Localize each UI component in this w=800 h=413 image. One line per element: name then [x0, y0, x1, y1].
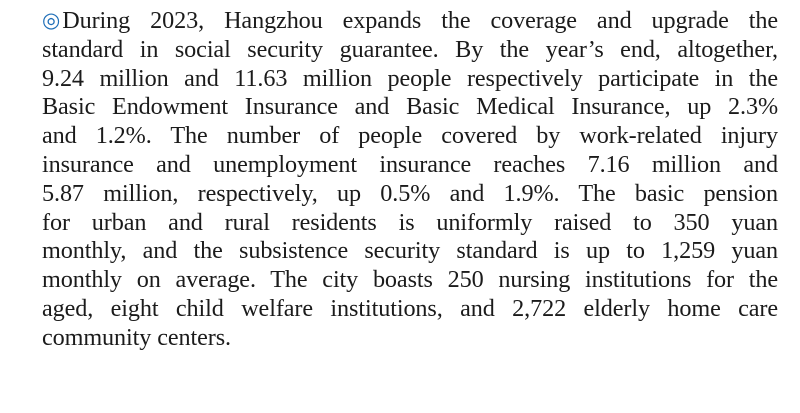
paragraph-line-7: 5.87 million, respectively, up 0.5% and 1.9%. The basic pension: [42, 179, 778, 207]
paragraph-line-5: and 1.2%. The number of people covered by work-related injury: [42, 122, 778, 150]
paragraph-line-6: insurance and unemployment insurance reaches 7.16 million and: [42, 150, 778, 178]
document-body: [42, 6, 778, 353]
paragraph-line-4: Basic Endowment Insurance and Basic Medical Insurance, up 2.3%: [42, 93, 778, 121]
line-text: During 2023, Hangzhou expands the coverage and upgrade the: [62, 7, 778, 34]
paragraph-line-10: monthly on average. The city boasts 250 nursing institutions for the: [42, 266, 778, 294]
paragraph-line-1: [42, 6, 778, 36]
paragraph-line-12: community centers.: [42, 323, 231, 351]
paragraph-line-11: aged, eight child welfare institutions, and 2,722 elderly home care: [42, 294, 778, 322]
social-security-paragraph: [42, 6, 778, 353]
bullet-circle-icon: ◎: [42, 8, 61, 32]
paragraph-line-9: monthly, and the subsistence security standard is up to 1,259 yuan: [42, 237, 778, 265]
paragraph-line-2: standard in social security guarantee. By the year’s end, altogether,: [42, 35, 778, 63]
paragraph-line-3: 9.24 million and 11.63 million people respectively participate in the: [42, 64, 778, 92]
paragraph-line-8: for urban and rural residents is uniformly raised to 350 yuan: [42, 208, 778, 236]
